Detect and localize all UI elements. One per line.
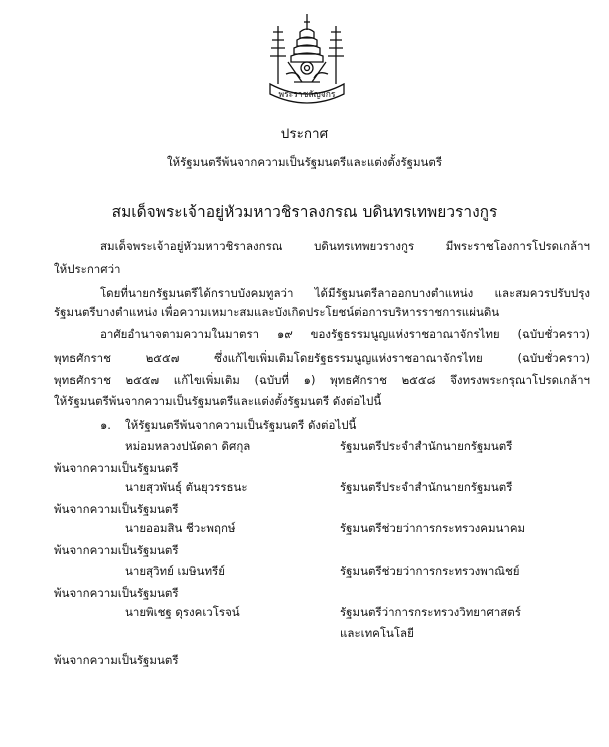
minister-status: พ้นจากความเป็นรัฐมนตรี: [54, 586, 179, 600]
minister-status: พ้นจากความเป็นรัฐมนตรี: [54, 502, 179, 516]
minister-position-line-2: และเทคโนโลยี: [340, 626, 414, 640]
minister-status: พ้นจากความเป็นรัฐมนตรี: [54, 461, 179, 475]
minister-name: นายออมสิน ชีวะพฤกษ์: [125, 521, 236, 535]
paragraph-1-line-1: สมเด็จพระเจ้าอยู่หัวมหาวชิราลงกรณ บดินทรเทพยวรางกูร มีพระราชโองการโปรดเกล้าฯ: [100, 239, 590, 253]
minister-status: พ้นจากความเป็นรัฐมนตรี: [54, 543, 179, 557]
paragraph-2-line-2: รัฐมนตรีบางตำแหน่ง เพื่อความเหมาะสมและบังเกิดประโยชน์ต่อการบริหารราชการแผ่นดิน: [54, 305, 500, 319]
paragraph-2-line-1: โดยที่นายกรัฐมนตรีได้กราบบังคมทูลว่า ได้มีรัฐมนตรีลาออกบางตำแหน่ง และสมควรปรับปรุง: [100, 286, 590, 300]
minister-name: นายสุวพันธุ์ ตันยุวรรธนะ: [125, 480, 248, 494]
paragraph-3-line-2: พุทธศักราช ๒๕๕๗ ซึ่งแก้ไขเพิ่มเติมโดยรัฐธรรมนูญแห่งราชอาณาจักรไทย (ฉบับชั่วคราว): [54, 351, 590, 365]
minister-position: รัฐมนตรีช่วยว่าการกระทรวงคมนาคม: [340, 521, 526, 535]
paragraph-3-line-4: ให้รัฐมนตรีพ้นจากความเป็นรัฐมนตรีและแต่งตั้งรัฐมนตรี ดังต่อไปนี้: [54, 394, 382, 408]
minister-name: หม่อมหลวงปนัดดา ดิศกุล: [125, 439, 251, 453]
announcement-title: ประกาศ: [280, 126, 329, 142]
emblem-banner-text: พระราชลัญจกร: [278, 90, 336, 100]
king-title: สมเด็จพระเจ้าอยู่หัวมหาวชิราลงกรณ บดินทรเทพยวรางกูร: [111, 203, 498, 221]
section-1-text: ให้รัฐมนตรีพ้นจากความเป็นรัฐมนตรี ดังต่อไปนี้: [125, 418, 357, 432]
royal-seal-emblem: [266, 12, 348, 112]
minister-name: นายพิเชฐ ดุรงคเวโรจน์: [125, 605, 240, 619]
minister-position: รัฐมนตรีประจำสำนักนายกรัฐมนตรี: [340, 480, 513, 494]
paragraph-3-line-3: พุทธศักราช ๒๕๕๗ แก้ไขเพิ่มเติม (ฉบับที่ ๑) พุทธศักราช ๒๕๕๘ จึงทรงพระกรุณาโปรดเกล้าฯ: [54, 373, 590, 387]
announcement-subtitle: ให้รัฐมนตรีพ้นจากความเป็นรัฐมนตรีและแต่งตั้งรัฐมนตรี: [166, 155, 443, 169]
paragraph-3-line-1: อาศัยอำนาจตามความในมาตรา ๑๙ ของรัฐธรรมนูญแห่งราชอาณาจักรไทย (ฉบับชั่วคราว): [100, 327, 590, 341]
minister-position: รัฐมนตรีประจำสำนักนายกรัฐมนตรี: [340, 439, 513, 453]
minister-position: รัฐมนตรีว่าการกระทรวงวิทยาศาสตร์: [340, 605, 521, 619]
minister-name: นายสุวิทย์ เมษินทรีย์: [125, 564, 225, 578]
paragraph-1-line-2: ให้ประกาศว่า: [54, 262, 121, 276]
royal-seal-icon: [266, 12, 348, 112]
minister-status: พ้นจากความเป็นรัฐมนตรี: [54, 653, 179, 667]
minister-position: รัฐมนตรีช่วยว่าการกระทรวงพาณิชย์: [340, 564, 520, 578]
section-1-number: ๑.: [100, 418, 111, 432]
